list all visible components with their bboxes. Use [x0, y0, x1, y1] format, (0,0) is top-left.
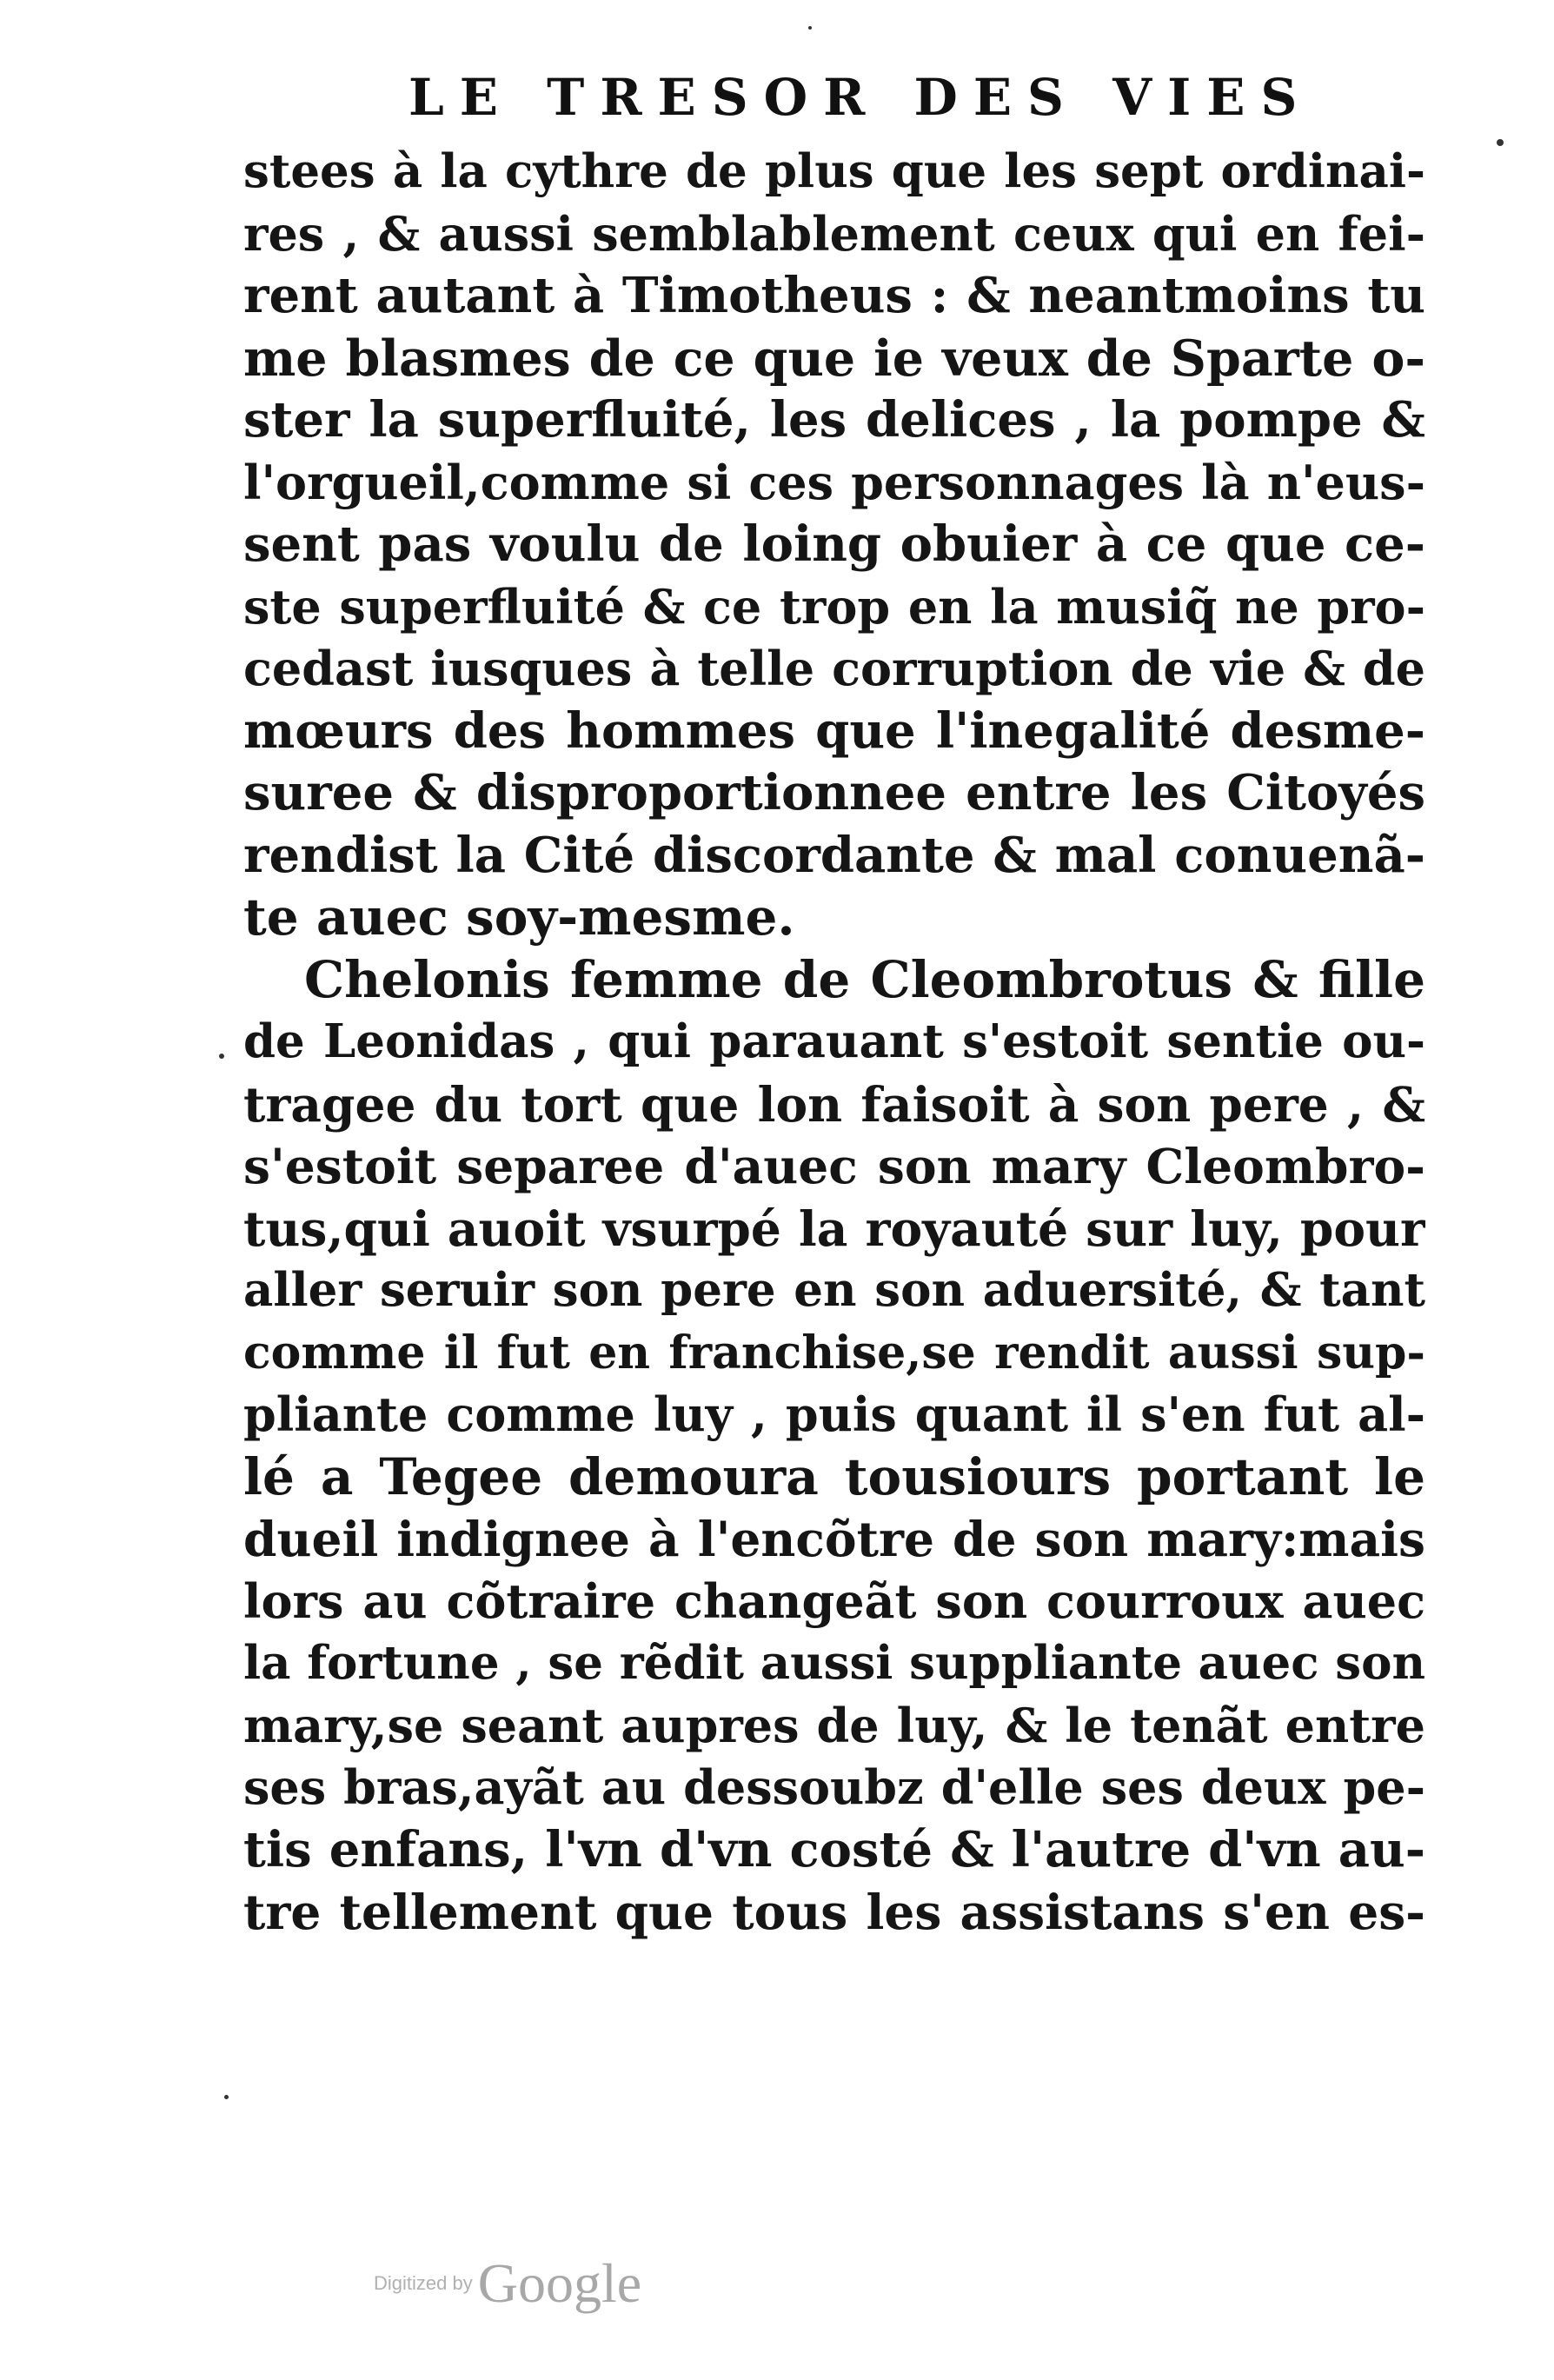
running-head: LE TRESOR DES VIES: [408, 68, 1313, 127]
text-line: rendist la Cité discordante & mal conuenã-: [243, 826, 1425, 884]
text-line: la fortune , se rẽdit aussi suppliante auec son: [243, 1636, 1425, 1690]
body-text: [243, 141, 1425, 1944]
text-line: de Leonidas , qui parauant s'estoit sentie ou-: [243, 1014, 1425, 1068]
text-line-paragraph-start: Chelonis femme de Cleombrotus & fille: [304, 949, 1425, 1009]
text-line: ses bras,ayãt au dessoubz d'elle ses deux pe-: [243, 1759, 1425, 1815]
text-line: res , & aussi semblablement ceux qui en fei-: [243, 205, 1425, 262]
text-line: aller seruir son pere en son aduersité, & tant: [243, 1263, 1425, 1317]
text-line: ste superfluité & ce trop en la musiq̃ ne pro-: [243, 578, 1425, 635]
scan-speck: [808, 26, 812, 30]
text-line: lé a Tegee demoura tousiours portant le: [243, 1446, 1425, 1506]
text-line: tragee du tort que lon faisoit à son pere , &: [243, 1075, 1425, 1133]
digitized-by-label: Digitized by: [374, 2272, 473, 2294]
scan-speck: [224, 2095, 229, 2099]
text-line: ster la superfluité, les delices , la pompe &: [243, 391, 1425, 449]
text-line: me blasmes de ce que ie veux de Sparte o-: [243, 329, 1425, 388]
text-line: te auec soy-mesme.: [243, 888, 795, 947]
text-line: comme il fut en franchise,se rendit aussi sup-: [243, 1326, 1425, 1379]
scan-speck: [1497, 139, 1504, 146]
text-line: suree & disproportionnee entre les Citoyés: [243, 764, 1425, 821]
text-line: mary,se seant aupres de luy, & le tenãt entre: [243, 1697, 1425, 1753]
digitized-watermark: [374, 2251, 641, 2316]
text-line: stees à la cythre de plus que les sept ordinai-: [243, 144, 1425, 198]
text-line: pliante comme luy , puis quant il s'en fut al-: [243, 1386, 1425, 1442]
text-line: tis enfans, l'vn d'vn costé & l'autre d'vn au-: [243, 1820, 1425, 1878]
scan-speck: [219, 1054, 224, 1059]
text-line: tus,qui auoit vsurpé la royauté sur luy, pour: [243, 1200, 1425, 1257]
text-line: mœurs des hommes que l'inegalité desme-: [243, 701, 1425, 760]
text-line: sent pas voulu de loing obuier à ce que ce-: [243, 515, 1425, 573]
text-line: s'estoit separee d'auec son mary Cleombro-: [243, 1138, 1425, 1194]
text-line: dueil indignee à l'encõtre de son mary:mais: [243, 1511, 1425, 1567]
text-line: lors au cõtraire changeãt son courroux auec: [243, 1572, 1425, 1629]
text-line: cedast iusques à telle corruption de vie & de: [243, 641, 1425, 696]
text-line: rent autant à Timotheus : & neantmoins tu: [243, 267, 1425, 324]
text-line: tre tellement que tous les assistans s'en es-: [243, 1884, 1425, 1940]
text-line: l'orgueil,comme si ces personnages là n'eus-: [243, 454, 1425, 510]
google-logo: Google: [477, 2252, 642, 2314]
